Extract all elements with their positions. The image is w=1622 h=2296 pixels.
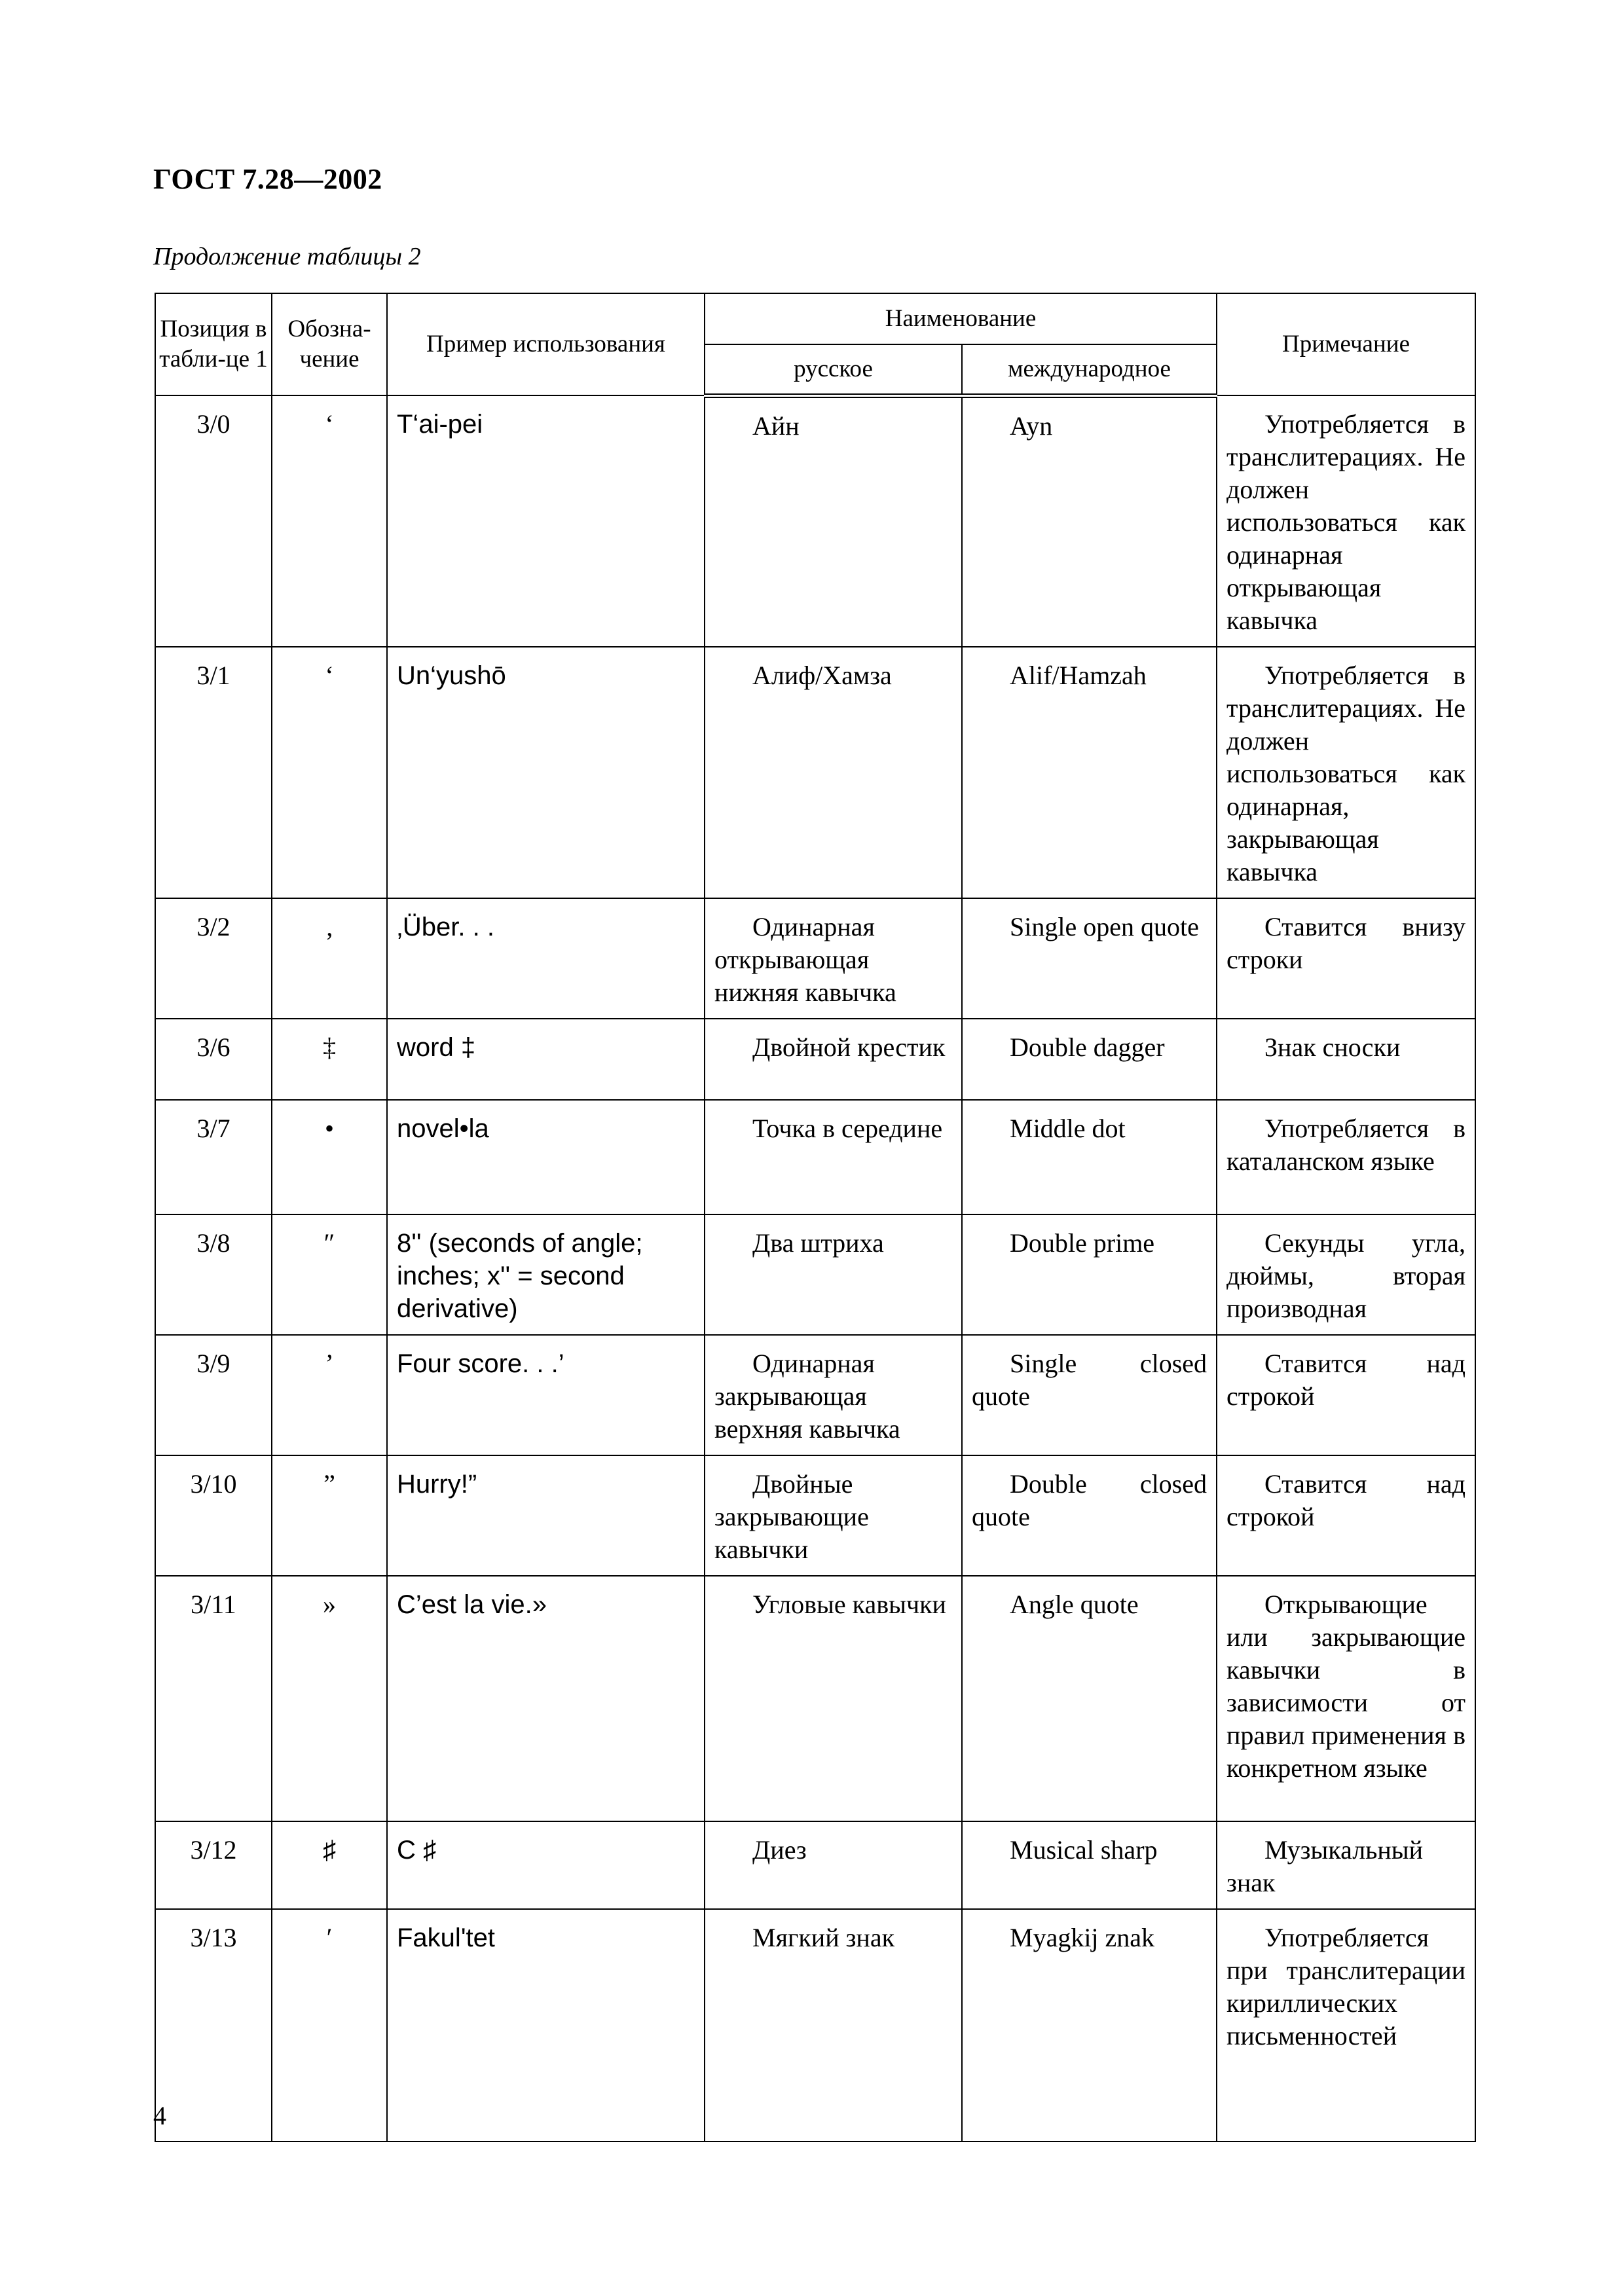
table-row bbox=[155, 395, 1475, 647]
cell-position: 3/6 bbox=[155, 1019, 272, 1100]
cell-symbol: ‡ bbox=[272, 1019, 387, 1100]
table-row bbox=[155, 1335, 1475, 1455]
document-title: ГОСТ 7.28—2002 bbox=[153, 163, 382, 195]
cell-symbol: ♯ bbox=[272, 1821, 387, 1909]
cell-symbol: ” bbox=[272, 1455, 387, 1576]
cell-example: Fakulʹtet bbox=[387, 1909, 705, 2141]
header-note: Примечание bbox=[1217, 293, 1475, 395]
cell-name-int: Ayn bbox=[962, 395, 1217, 647]
table-header-row bbox=[155, 293, 1475, 344]
table-row bbox=[155, 1576, 1475, 1821]
cell-note: Ставится над строкой bbox=[1217, 1455, 1475, 1576]
cell-name-int: Double closed quote bbox=[962, 1455, 1217, 1576]
cell-example: Four score. . .’ bbox=[387, 1335, 705, 1455]
cell-name-ru: Двойные закрывающие кавычки bbox=[705, 1455, 962, 1576]
table-row bbox=[155, 1214, 1475, 1335]
cell-name-int: Myagkij znak bbox=[962, 1909, 1217, 2141]
cell-note: Музыкальный знак bbox=[1217, 1821, 1475, 1909]
table-row bbox=[155, 1019, 1475, 1100]
cell-note: Употребляется в транслитерациях. Не должен использоваться как одинарная открывающая кавычка bbox=[1217, 395, 1475, 647]
table-row bbox=[155, 1455, 1475, 1576]
cell-note: Ставится над строкой bbox=[1217, 1335, 1475, 1455]
page-number: 4 bbox=[153, 2101, 166, 2130]
cell-name-ru: Одинарная закрывающая верхняя кавычка bbox=[705, 1335, 962, 1455]
cell-position: 3/7 bbox=[155, 1100, 272, 1214]
cell-note: Употребляется при транслитерации кириллических письменностей bbox=[1217, 1909, 1475, 2141]
cell-symbol: ʻ bbox=[272, 647, 387, 898]
cell-name-ru: Угловые кавычки bbox=[705, 1576, 962, 1821]
cell-position: 3/9 bbox=[155, 1335, 272, 1455]
cell-symbol: ʹ bbox=[272, 1909, 387, 2141]
cell-note: Употребляется в транслитерациях. Не должен использоваться как одинарная, закрывающая кавычка bbox=[1217, 647, 1475, 898]
cell-example: Un‘yushō bbox=[387, 647, 705, 898]
cell-position: 3/2 bbox=[155, 898, 272, 1019]
table-row bbox=[155, 647, 1475, 898]
cell-name-int: Middle dot bbox=[962, 1100, 1217, 1214]
cell-name-ru: Алиф/Хамза bbox=[705, 647, 962, 898]
cell-name-ru: Мягкий знак bbox=[705, 1909, 962, 2141]
header-example: Пример использования bbox=[387, 293, 705, 395]
cell-note: Употребляется в каталанском языке bbox=[1217, 1100, 1475, 1214]
cell-name-int: Angle quote bbox=[962, 1576, 1217, 1821]
cell-name-int: Double dagger bbox=[962, 1019, 1217, 1100]
cell-example: word ‡ bbox=[387, 1019, 705, 1100]
cell-note: Открывающие или закрывающие кавычки в зависимости от правил применения в конкретном языке bbox=[1217, 1576, 1475, 1821]
cell-name-ru: Диез bbox=[705, 1821, 962, 1909]
cell-note: Ставится внизу строки bbox=[1217, 898, 1475, 1019]
cell-position: 3/12 bbox=[155, 1821, 272, 1909]
table-body bbox=[155, 395, 1475, 2141]
cell-symbol: ″ bbox=[272, 1214, 387, 1335]
table-row bbox=[155, 1821, 1475, 1909]
cell-example: novel•la bbox=[387, 1100, 705, 1214]
header-designation: Обозна-чение bbox=[272, 293, 387, 395]
cell-position: 3/8 bbox=[155, 1214, 272, 1335]
cell-position: 3/1 bbox=[155, 647, 272, 898]
cell-position: 3/0 bbox=[155, 395, 272, 647]
cell-position: 3/11 bbox=[155, 1576, 272, 1821]
cell-name-ru: Двойной крестик bbox=[705, 1019, 962, 1100]
cell-symbol: ‚ bbox=[272, 898, 387, 1019]
cell-name-int: Single closed quote bbox=[962, 1335, 1217, 1455]
cell-name-ru: Одинарная открывающая нижняя кавычка bbox=[705, 898, 962, 1019]
header-name-ru: русское bbox=[705, 344, 962, 395]
cell-name-int: Musical sharp bbox=[962, 1821, 1217, 1909]
cell-note: Секунды угла, дюймы, вторая производная bbox=[1217, 1214, 1475, 1335]
cell-symbol: ’ bbox=[272, 1335, 387, 1455]
header-position: Позиция в табли-це 1 bbox=[155, 293, 272, 395]
cell-name-ru: Точка в середине bbox=[705, 1100, 962, 1214]
cell-symbol: » bbox=[272, 1576, 387, 1821]
cell-example: ‚Über. . . bbox=[387, 898, 705, 1019]
cell-name-int: Double prime bbox=[962, 1214, 1217, 1335]
cell-name-int: Single open quote bbox=[962, 898, 1217, 1019]
table-row bbox=[155, 898, 1475, 1019]
cell-example: 8'' (seconds of angle; inches; x'' = second derivative) bbox=[387, 1214, 705, 1335]
cell-position: 3/10 bbox=[155, 1455, 272, 1576]
cell-example: Hurry!” bbox=[387, 1455, 705, 1576]
cell-example: C ♯ bbox=[387, 1821, 705, 1909]
header-name-group: Наименование bbox=[705, 293, 1217, 344]
cell-note: Знак сноски bbox=[1217, 1019, 1475, 1100]
cell-symbol: • bbox=[272, 1100, 387, 1214]
characters-table bbox=[155, 293, 1476, 2142]
cell-name-int: Alif/Hamzah bbox=[962, 647, 1217, 898]
table-caption: Продолжение таблицы 2 bbox=[153, 243, 421, 270]
cell-name-ru: Айн bbox=[705, 395, 962, 647]
cell-example: T‘ai-pei bbox=[387, 395, 705, 647]
header-name-int: международное bbox=[962, 344, 1217, 395]
table-row bbox=[155, 1100, 1475, 1214]
cell-name-ru: Два штриха bbox=[705, 1214, 962, 1335]
cell-symbol: ʻ bbox=[272, 395, 387, 647]
cell-position: 3/13 bbox=[155, 1909, 272, 2141]
cell-example: C’est la vie.» bbox=[387, 1576, 705, 1821]
table-row bbox=[155, 1909, 1475, 2141]
